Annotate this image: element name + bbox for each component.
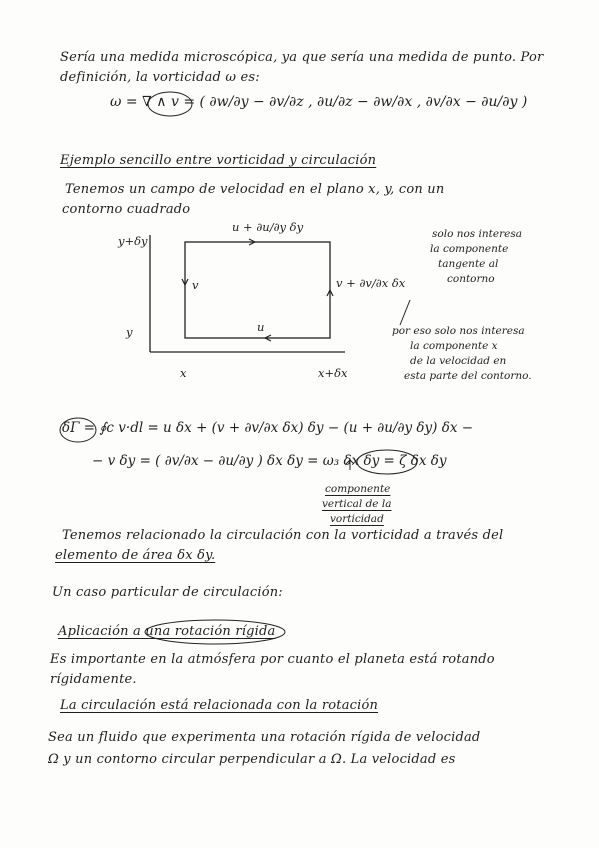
note-text: vertical de la xyxy=(322,498,392,510)
text-line: definición, la vorticidad ω es: xyxy=(60,70,260,85)
text-line: Sea un fluido que experimenta una rotación rígida de velocidad xyxy=(48,730,481,745)
text-line: Ω y un contorno circular perpendicular a Ω. La velocidad es xyxy=(48,752,456,767)
diagram-bottom-label: u xyxy=(257,320,265,334)
diagram-right-label: v + ∂v/∂x δx xyxy=(336,276,406,290)
note-text: esta parte del contorno. xyxy=(404,370,532,382)
circulation-equation-line2: − v δy = ( ∂v/∂x − ∂u/∂y ) δx δy = ω₃ δx δy = ζ δx δy xyxy=(92,453,447,469)
note-text: componente xyxy=(325,483,391,495)
text-line: Tenemos un campo de velocidad en el plano x, y, con un xyxy=(65,182,445,197)
note-text: contorno xyxy=(447,273,495,285)
diagram-x-left: x xyxy=(180,366,187,380)
note-text: la componente x xyxy=(410,340,498,352)
text-line: elemento de área δx δy. xyxy=(55,548,216,563)
text-line: contorno cuadrado xyxy=(62,202,191,217)
section-heading: La circulación está relacionada con la rotación xyxy=(60,698,379,713)
text-line: Tenemos relacionado la circulación con la vorticidad a través del xyxy=(62,528,504,543)
diagram-top-label: u + ∂u/∂y δy xyxy=(232,220,304,234)
vorticity-equation: ω = ∇ ∧ v = ( ∂w/∂y − ∂v/∂z , ∂u/∂z − ∂w/∂x , ∂v/∂x − ∂u/∂y ) xyxy=(110,94,528,110)
note-text: por eso solo nos interesa xyxy=(392,325,525,337)
section-heading: Aplicación a una rotación rígida xyxy=(58,624,276,639)
note-text: de la velocidad en xyxy=(410,355,507,367)
diagram-x-right: x+δx xyxy=(318,366,348,380)
text-line: Sería una medida microscópica, ya que sería una medida de punto. Por xyxy=(60,50,544,65)
note-text: la componente xyxy=(430,243,509,255)
note-text: vorticidad xyxy=(330,513,384,525)
text-line: Es importante en la atmósfera por cuanto el planeta está rotando xyxy=(50,652,495,667)
diagram-left-label: v xyxy=(192,278,199,292)
text-line: rígidamente. xyxy=(50,672,137,687)
text-line: Un caso particular de circulación: xyxy=(52,585,283,600)
diagram-y-bottom: y xyxy=(126,325,133,339)
section-heading: Ejemplo sencillo entre vorticidad y circulación xyxy=(60,153,377,168)
note-text: solo nos interesa xyxy=(432,228,522,240)
circulation-equation-line1: δΓ = ∮c v·dl = u δx + (v + ∂v/∂x δx) δy − (u + ∂u/∂y δy) δx − xyxy=(62,420,474,436)
diagram-y-top: y+δy xyxy=(118,234,148,248)
note-text: tangente al xyxy=(438,258,499,270)
